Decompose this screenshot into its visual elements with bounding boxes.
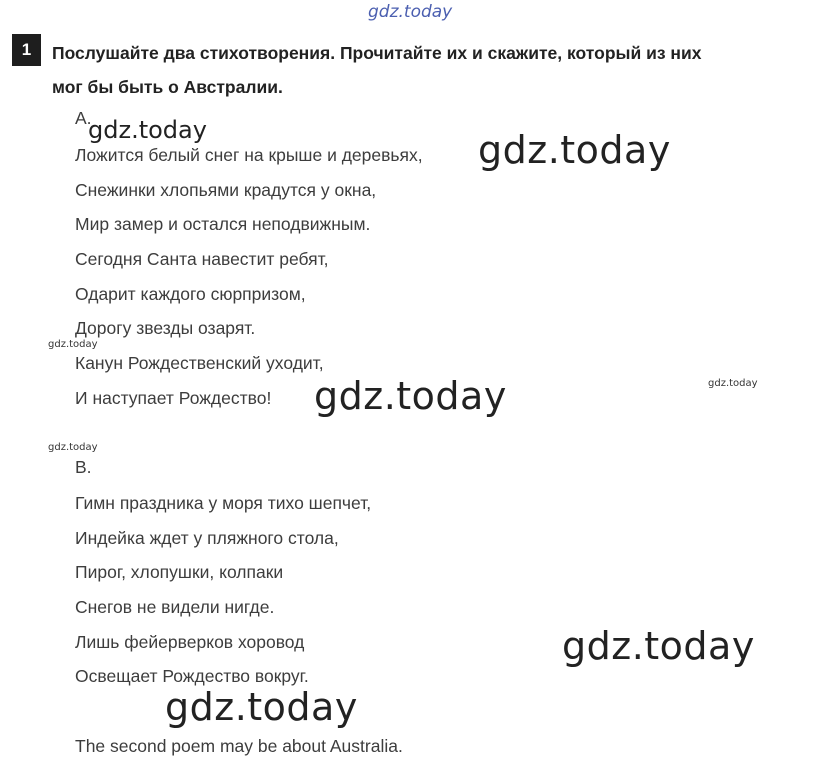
poem-a-line: Канун Рождественский уходит, <box>75 353 324 373</box>
task-line-1: Послушайте два стихотворения. Прочитайте их и скажите, который из них <box>52 43 702 63</box>
poem-a-line: Дорогу звезды озарят. <box>75 318 256 338</box>
poem-b-line: Индейка ждет у пляжного стола, <box>75 528 339 548</box>
task-instruction <box>52 36 819 104</box>
poem-a-line: И наступает Рождество! <box>75 388 272 408</box>
poem-b-line: Снегов не видели нигде. <box>75 597 275 617</box>
exercise-number-badge: 1 <box>12 34 41 66</box>
poem-b-line: Гимн праздника у моря тихо шепчет, <box>75 493 372 513</box>
poem-a-line: Одарит каждого сюрпризом, <box>75 284 306 304</box>
poem-b-line: Освещает Рождество вокруг. <box>75 666 309 686</box>
watermark: gdz.today <box>88 116 207 144</box>
watermark: gdz.today <box>165 685 358 729</box>
poem-a-line: Снежинки хлопьями крадутся у окна, <box>75 180 377 200</box>
answer-text: The second poem may be about Australia. <box>75 736 403 756</box>
poem-b-line: Лишь фейерверков хоровод <box>75 632 305 652</box>
poem-a-label: A. <box>75 108 92 128</box>
task-line-2: мог бы быть о Австралии. <box>52 77 283 97</box>
poem-a-line: Мир замер и остался неподвижным. <box>75 214 371 234</box>
poem-b-line: Пирог, хлопушки, колпаки <box>75 562 284 582</box>
poem-b-label: B. <box>75 457 92 477</box>
watermark: gdz.today <box>708 378 758 389</box>
watermark: gdz.today <box>314 374 507 418</box>
watermark: gdz.today <box>368 2 453 22</box>
watermark: gdz.today <box>48 339 98 350</box>
poem-a-line: Сегодня Санта навестит ребят, <box>75 249 329 269</box>
poem-a-line: Ложится белый снег на крыше и деревьях, <box>75 145 423 165</box>
watermark: gdz.today <box>562 624 755 668</box>
watermark: gdz.today <box>48 442 98 453</box>
watermark: gdz.today <box>478 128 671 172</box>
